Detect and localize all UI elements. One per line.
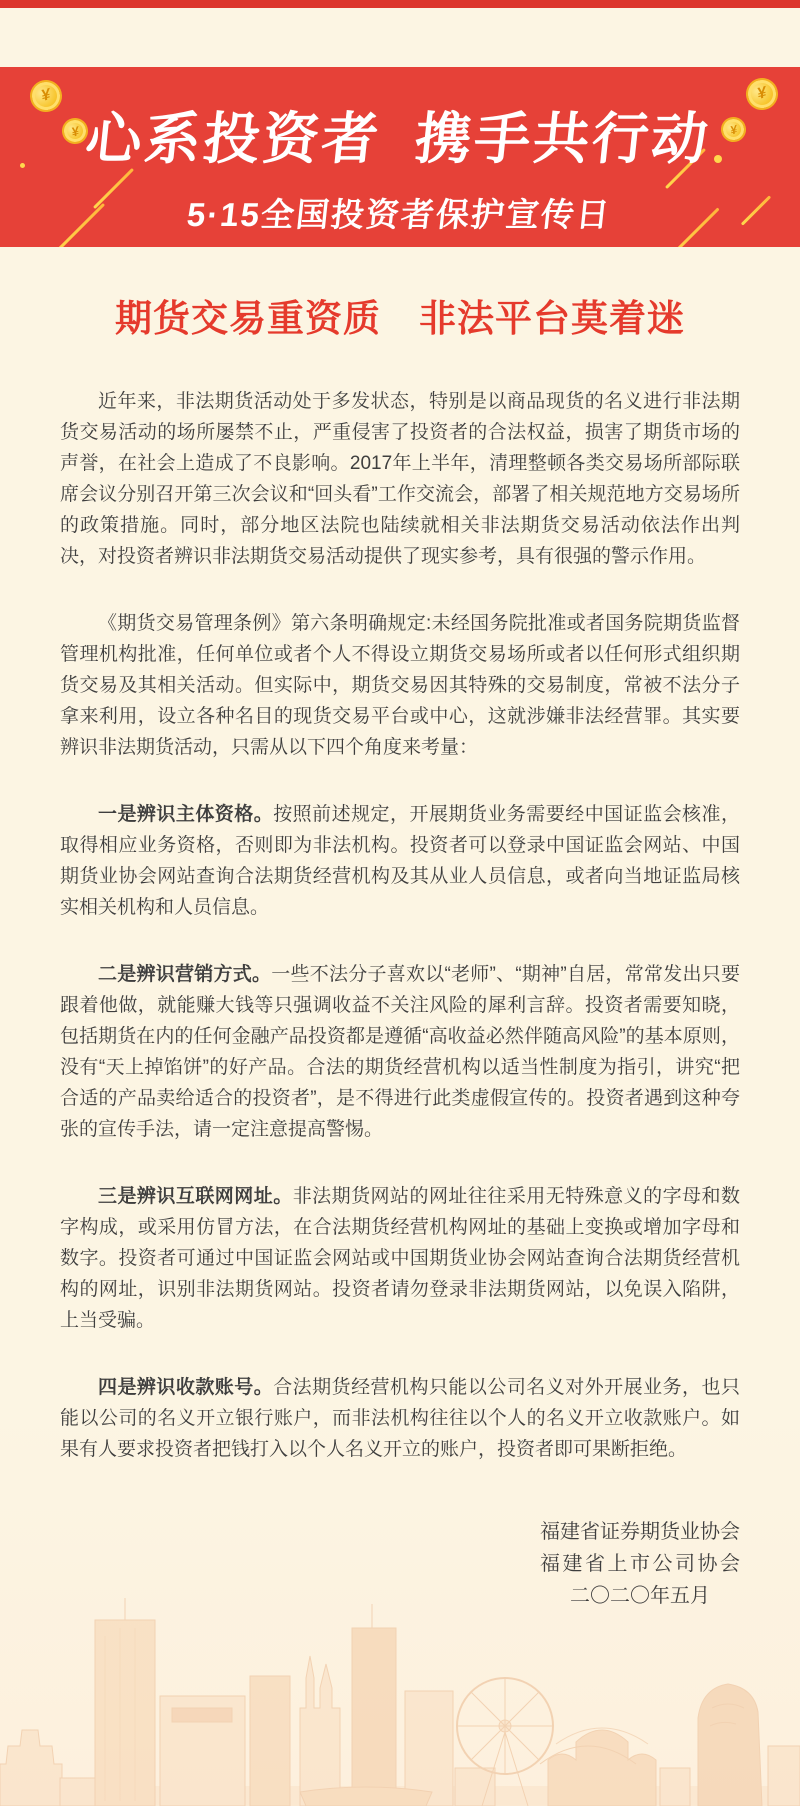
- article-body: [60, 386, 740, 1501]
- paragraph-lead: 二是辨识营销方式。: [98, 964, 272, 985]
- paragraph-text: 一些不法分子喜欢以“老师”、“期神”自居，常常发出只要跟着他做，就能赚大钱等只强调收益不关注风险的犀利言辞。投资者需要知晓，包括期货在内的任何金融产品投资都是遵循“高收益必然伴随高风险”的基本原则，没有“天上掉馅饼”的好产品。合法的期货经营机构以适当性制度为指引，讲究“把合适的产品卖给适合的投资者”，是不得进行此类虚假宣传的。投资者遇到这种夸张的宣传手法，请一定注意提高警惕。: [60, 964, 740, 1140]
- signature-line: 二〇二〇年五月: [570, 1585, 710, 1607]
- paragraph: [60, 1181, 740, 1336]
- paragraph-text: 《期货交易管理条例》第六条明确规定:未经国务院批准或者国务院期货监督管理机构批准，任何单位或者个人不得设立期货交易场所或者以任何形式组织期货交易及其相关活动。但实际中，期货交易因其特殊的交易制度，常被不法分子拿来利用，设立各种名目的现货交易平台或中心，这就涉嫌非法经营罪。其实要辨识非法期货活动，只需从以下四个角度来考量：: [60, 613, 740, 758]
- paragraph: [60, 799, 740, 923]
- paragraph-text: 近年来，非法期货活动处于多发状态，特别是以商品现货的名义进行非法期货交易活动的场所屡禁不止，严重侵害了投资者的合法权益，损害了期货市场的声誉，在社会上造成了不良影响。2017年上半年，清理整顿各类交易场所部际联席会议分别召开第三次会议和“回头看”工作交流会，部署了相关规范地方交易场所的政策措施。同时，部分地区法院也陆续就相关非法期货交易活动依法作出判决，对投资者辨识非法期货交易活动提供了现实参考，具有很强的警示作用。: [60, 391, 740, 567]
- paragraph-text: 非法期货网站的网址往往采用无特殊意义的字母和数字构成，或采用仿冒方法，在合法期货经营机构网址的基础上变换或增加字母和数字。投资者可通过中国证监会网站或中国期货业协会网站查询合法期货经营机构的网址，识别非法期货网站。投资者请勿登录非法期货网站，以免误入陷阱，上当受骗。: [60, 1186, 740, 1331]
- city-skyline-watermark: [0, 1596, 800, 1806]
- yuan-symbol: ¥: [69, 122, 81, 140]
- banner-title: 心系投资者 携手共行动: [82, 107, 714, 170]
- paragraph-lead: 四是辨识收款账号。: [98, 1377, 274, 1398]
- paragraph-text: 合法期货经营机构只能以公司名义对外开展业务，也只能以公司的名义开立银行账户，而非法机构往往以个人的名义开立收款账户。如果有人要求投资者把钱打入以个人名义开立的账户，投资者即可果断拒绝。: [60, 1377, 740, 1460]
- paragraph: [60, 608, 740, 763]
- paragraph: [60, 1372, 740, 1465]
- banner: [0, 67, 800, 247]
- yuan-symbol: ¥: [728, 121, 739, 138]
- signature-line: 福建省上市公司协会: [540, 1553, 743, 1575]
- paragraph: [60, 386, 740, 572]
- paragraph: [60, 959, 740, 1145]
- yuan-symbol: ¥: [39, 86, 53, 105]
- banner-subtitle: 5·15全国投资者保护宣传日: [185, 196, 614, 233]
- article-heading: 期货交易重资质 非法平台莫着迷: [115, 298, 685, 339]
- top-red-strip: [0, 0, 800, 8]
- signature-line: 福建省证券期货业协会: [540, 1521, 740, 1543]
- paragraph-text: 按照前述规定，开展期货业务需要经中国证监会核准，取得相应业务资格，否则即为非法机构。投资者可以登录中国证监会网站、中国期货业协会网站查询合法期货经营机构及其从业人员信息，或者向当地证监局核实相关机构和人员信息。: [60, 804, 740, 918]
- paragraph-lead: 三是辨识互联网网址。: [98, 1186, 293, 1207]
- paragraph-lead: 一是辨识主体资格。: [98, 804, 274, 825]
- yuan-symbol: ¥: [755, 84, 769, 103]
